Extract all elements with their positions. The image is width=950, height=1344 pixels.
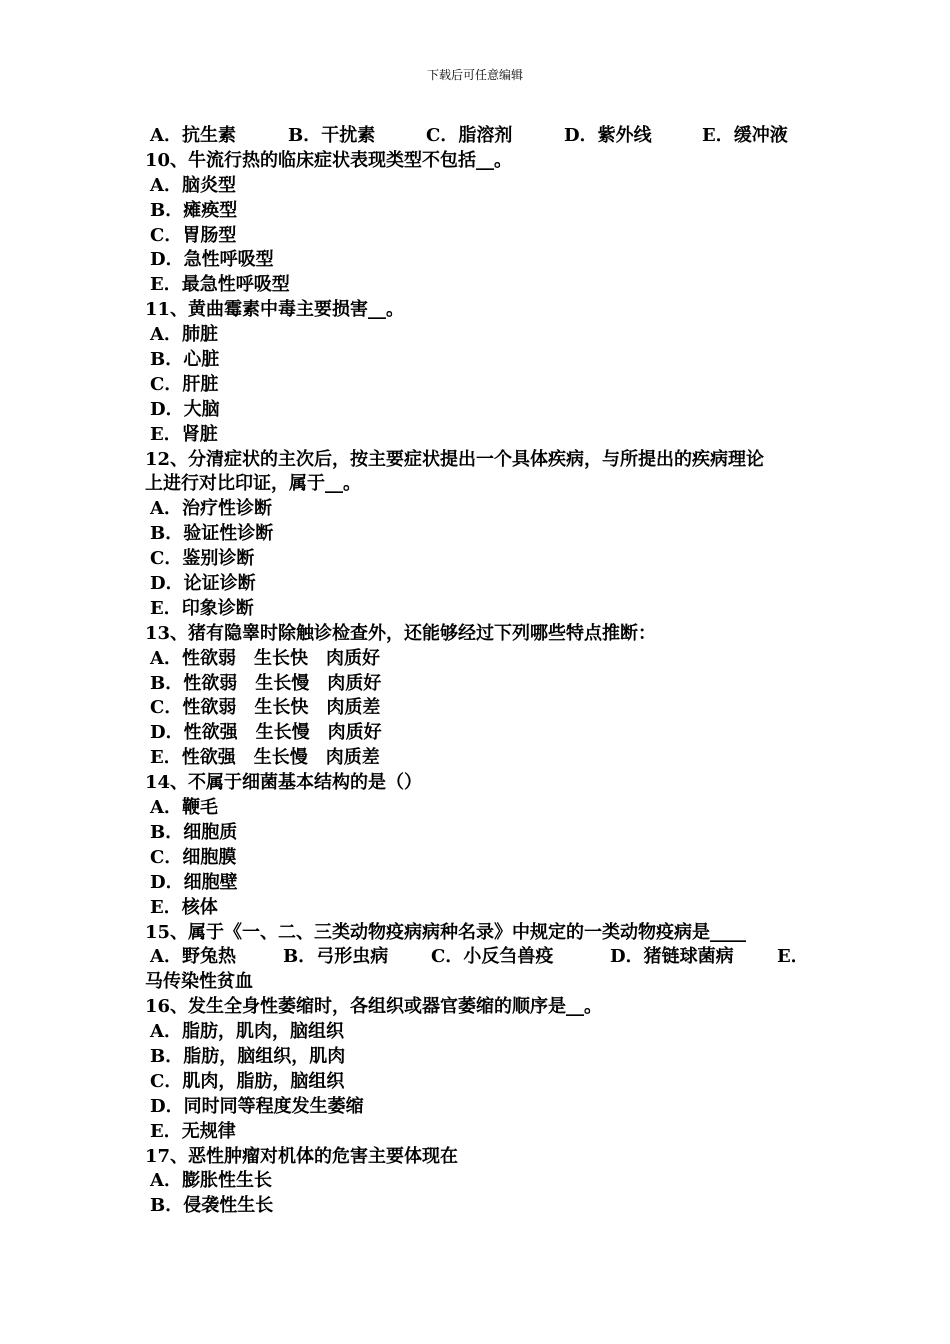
q10-option-a: A．脑炎型 (150, 174, 236, 196)
q14-stem: 14、不属于细菌基本结构的是（） (145, 772, 423, 794)
q12-option-b: B．验证性诊断 (150, 523, 274, 545)
q10-option-d: D．急性呼吸型 (150, 249, 274, 271)
q16-option-b: B．脂肪，脑组织，肌肉 (150, 1045, 346, 1067)
q13-stem: 13、猪有隐睾时除触诊检查外，还能够经过下列哪些特点推断： (145, 622, 657, 644)
q10-option-b: B．瘫痪型 (150, 199, 238, 221)
q16-option-e: E．无规律 (150, 1120, 236, 1142)
q17-option-a: A．膨胀性生长 (150, 1170, 272, 1192)
q15-option-a: A．野兔热 (150, 946, 236, 968)
q16-option-c: C．肌肉，脂肪，脑组织 (150, 1070, 345, 1092)
q15-options-row (145, 945, 810, 970)
q9-option-c: C．脂溶剂 (426, 125, 513, 146)
q16-stem: 16、发生全身性萎缩时，各组织或器官萎缩的顺序是__。 (145, 996, 603, 1018)
q11-stem: 11、黄曲霉素中毒主要损害__。 (145, 299, 405, 321)
q11-option-a: A．肺脏 (150, 324, 218, 346)
q11-option-c: C．肝脏 (150, 373, 219, 395)
q16-option-a: A．脂肪，肌肉，脑组织 (150, 1021, 344, 1043)
q10-stem: 10、牛流行热的临床症状表现类型不包括__。 (145, 149, 513, 171)
q13-option-c: C．性欲弱 生长快 肉质差 (150, 697, 381, 719)
q12-stem-line1: 12、分清症状的主次后，按主要症状提出一个具体疾病，与所提出的疾病理论 (145, 448, 765, 470)
q15-stem: 15、属于《一、二、三类动物疫病病种名录》中规定的一类动物疫病是____ (145, 921, 747, 943)
q14-option-d: D．细胞壁 (150, 871, 238, 893)
q13-option-d: D．性欲强 生长慢 肉质好 (150, 722, 382, 744)
q11-option-d: D．大脑 (150, 398, 220, 420)
q11-option-e: E．肾脏 (150, 423, 218, 445)
q17-stem: 17、恶性肿瘤对机体的危害主要体现在 (145, 1145, 459, 1167)
q11-option-b: B．心脏 (150, 349, 220, 371)
q10-option-e: E．最急性呼吸型 (150, 274, 290, 296)
q9-options-row (145, 124, 810, 149)
page-header: 下载后可任意编辑 (426, 68, 523, 82)
q15-option-c: C．小反刍兽疫 (431, 946, 554, 968)
q12-option-a: A．治疗性诊断 (150, 498, 272, 520)
q12-option-d: D．论证诊断 (150, 573, 256, 595)
q13-option-e: E．性欲强 生长慢 肉质差 (150, 747, 380, 769)
q14-option-c: C．细胞膜 (150, 846, 237, 868)
q12-option-c: C．鉴别诊断 (150, 548, 255, 570)
q9-option-e: E．缓冲液 (702, 125, 788, 146)
q15-option-d: D．猪链球菌病 (610, 946, 734, 968)
question-list (145, 124, 810, 1219)
q14-option-a: A．鞭毛 (150, 797, 218, 819)
q12-stem-line2: 上进行对比印证，属于__。 (145, 473, 361, 495)
q17-option-b: B．侵袭性生长 (150, 1195, 274, 1217)
q16-option-d: D．同时同等程度发生萎缩 (150, 1095, 364, 1117)
q15-option-e: E． (777, 946, 809, 968)
q9-option-a: A．抗生素 (150, 125, 236, 146)
q9-option-b: B．干扰素 (288, 125, 376, 146)
q13-option-b: B．性欲弱 生长慢 肉质好 (150, 672, 382, 694)
q14-option-e: E．核体 (150, 896, 218, 918)
q12-option-e: E．印象诊断 (150, 597, 254, 619)
q10-option-c: C．胃肠型 (150, 224, 237, 246)
q15-option-e-text: 马传染性贫血 (145, 971, 253, 993)
q15-option-b: B．弓形虫病 (283, 946, 389, 968)
q14-option-b: B．细胞质 (150, 821, 238, 843)
q13-option-a: A．性欲弱 生长快 肉质好 (150, 647, 380, 669)
q9-option-d: D．紫外线 (564, 125, 652, 146)
